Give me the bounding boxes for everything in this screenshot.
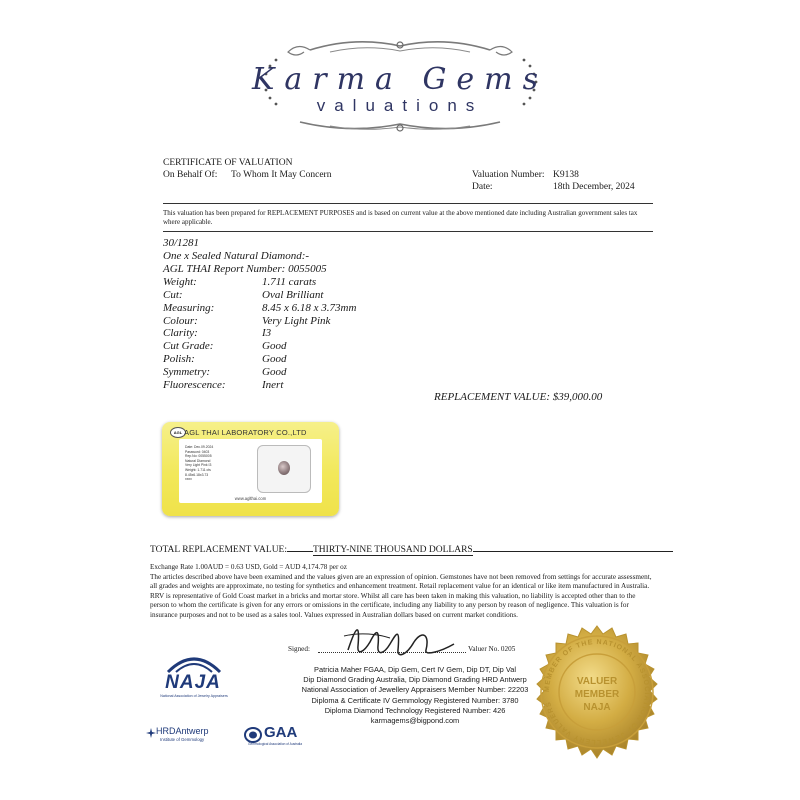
card-inner-panel bbox=[179, 439, 322, 503]
divider-bottom bbox=[163, 231, 653, 232]
card-website: www.aglthai.com bbox=[234, 496, 267, 501]
detail-value: I3 bbox=[262, 327, 272, 339]
card-info-line: Weight: 1.711 cts bbox=[185, 467, 211, 472]
detail-value: Good bbox=[262, 340, 287, 352]
gold-seal bbox=[529, 624, 665, 760]
detail-label: Cut: bbox=[163, 289, 183, 301]
detail-value: Oval Brilliant bbox=[262, 289, 324, 301]
credential-line: Patricia Maher FGAA, Dip Gem, Cert IV Gem, Dip DT, Dip Val bbox=[314, 665, 516, 674]
disclaimer-text: The articles described above have been examined and the values given are an expression of opinion. Gemstones have not been removed from settings for accurate assessment, all grades and weights are approximate, no testing for synthetics and enhancement treatment. Retail replacement value for an identical or like item manufactured in Australia. RRV is representative of Gold Coast market in a bricks and mortar store. Whilst all care has been taken in making this valuation, no liability is accepted other than to the person to whom the certificate is given for any errors or omissions in the certificate, including any liability to any person by reason of negligence. This valuation is for insurance purposes and not to be used as a sales tool. Values expressed in Australian dollars based on current market conditions. bbox=[150, 572, 652, 619]
handwritten-signature bbox=[330, 616, 470, 660]
card-info-line: Date: Dec.09.2024 bbox=[185, 445, 214, 449]
valuation-number-label: Valuation Number: bbox=[472, 170, 545, 180]
stone-window bbox=[257, 445, 311, 493]
sealed-diamond-card bbox=[162, 422, 339, 516]
card-info-line: 8.45x6.18x3.73 bbox=[185, 472, 209, 477]
contact-email: karmagems@bigpond.com bbox=[370, 716, 460, 726]
card-info-line: Very Light Pink I3 bbox=[185, 463, 212, 468]
naja-arc-icon bbox=[164, 652, 224, 674]
item-reference: 30/1281 bbox=[163, 237, 200, 249]
credential-line: National Association of Jewellery Appraisers Member Number: 22203 bbox=[301, 685, 529, 695]
hrd-logo: HRDAntwerp bbox=[156, 726, 209, 736]
total-label: TOTAL REPLACEMENT VALUE: bbox=[150, 545, 287, 555]
detail-value: Very Light Pink bbox=[262, 315, 331, 327]
underline-spacer bbox=[287, 551, 313, 552]
detail-label: Symmetry: bbox=[163, 366, 211, 378]
divider-top bbox=[163, 203, 653, 204]
card-info-line: xxxx bbox=[185, 477, 192, 482]
company-logo bbox=[0, 0, 800, 150]
seal-center-line: VALUER bbox=[576, 676, 618, 687]
gaa-logo: GAA bbox=[264, 724, 298, 741]
detail-value: 1.711 carats bbox=[262, 276, 317, 288]
total-value: THIRTY-NINE THOUSAND DOLLARS bbox=[313, 545, 473, 555]
date-label: Date: bbox=[472, 182, 493, 192]
item-report-number: AGL THAI Report Number: 0055005 bbox=[163, 263, 327, 275]
seal-ring-text: MEMBER OF THE NATIONAL ASSOCIATION OF JEWELLERY VALUERS bbox=[543, 638, 651, 746]
valuer-number: Valuer No. 0205 bbox=[468, 645, 516, 653]
naja-subtitle: National Association of Jewelry Appraisers bbox=[160, 694, 228, 698]
detail-value: Good bbox=[262, 366, 287, 378]
gaa-emblem-icon bbox=[244, 727, 262, 743]
certificate-title: CERTIFICATE OF VALUATION bbox=[163, 158, 293, 168]
purpose-notice: This valuation has been prepared for REPLACEMENT PURPOSES and is based on current value at the above mentioned date including Australian government sales tax where applicable. bbox=[163, 209, 638, 226]
credential-line: Diploma & Certificate IV Gemmology Registered Number: 3780 bbox=[311, 695, 519, 705]
signed-label: Signed: bbox=[288, 645, 310, 653]
card-info-line: Rep.No: 0055005 bbox=[185, 454, 212, 459]
credential-line: Dip Diamond Grading Australia, Dip Diamond Grading HRD Antwerp bbox=[303, 675, 527, 685]
card-info-block bbox=[185, 445, 237, 482]
detail-label: Measuring: bbox=[163, 302, 215, 314]
valuation-number-value: K9138 bbox=[553, 170, 579, 180]
replacement-value: REPLACEMENT VALUE: $39,000.00 bbox=[434, 391, 603, 403]
detail-value: 8.45 x 6.18 x 3.73mm bbox=[262, 302, 357, 314]
naja-wordmark: NAJA bbox=[165, 672, 221, 693]
item-description: One x Sealed Natural Diamond:- bbox=[163, 250, 310, 262]
card-info-line: Password: 0403 bbox=[185, 449, 210, 454]
detail-label: Cut Grade: bbox=[163, 340, 214, 352]
appraiser-credentials bbox=[260, 665, 570, 726]
on-behalf-value: To Whom It May Concern bbox=[231, 170, 332, 180]
seal-center-line: NAJA bbox=[583, 702, 611, 713]
diamond-stone-icon bbox=[278, 461, 290, 475]
detail-value: Inert bbox=[262, 379, 284, 391]
disclaimer-block bbox=[150, 563, 655, 621]
naja-logo bbox=[158, 652, 238, 708]
hrd-star-icon bbox=[146, 728, 156, 738]
exchange-rate: Exchange Rate 1.00AUD = 0.63 USD, Gold = AUD 4,174.78 per oz bbox=[150, 563, 347, 571]
detail-label: Weight: bbox=[163, 276, 197, 288]
logo-subtitle: valuations bbox=[316, 96, 484, 115]
hrd-subtitle: Institute of Gemmology bbox=[160, 737, 205, 742]
seal-graphic bbox=[529, 624, 665, 760]
card-lab-title: AGL THAI LABORATORY CO.,LTD bbox=[184, 428, 307, 437]
agl-badge: AGL bbox=[170, 427, 186, 438]
seal-center-line: MEMBER bbox=[574, 689, 620, 700]
logo-script-text: Karma Gems bbox=[251, 62, 549, 97]
detail-label: Colour: bbox=[163, 315, 198, 327]
detail-label: Clarity: bbox=[163, 327, 198, 339]
detail-value: Good bbox=[262, 353, 287, 365]
total-replacement-value bbox=[150, 545, 673, 556]
gaa-subtitle: Gemmological Association of Australia bbox=[248, 742, 303, 746]
card-info-line: Natural Diamond bbox=[185, 458, 211, 463]
date-value: 18th December, 2024 bbox=[553, 182, 635, 192]
underline-tail bbox=[473, 551, 673, 552]
credential-line: Diploma Diamond Technology Registered Number: 426 bbox=[324, 705, 506, 715]
on-behalf-label: On Behalf Of: bbox=[163, 170, 218, 180]
detail-label: Polish: bbox=[163, 353, 195, 365]
detail-label: Fluorescence: bbox=[163, 379, 226, 391]
